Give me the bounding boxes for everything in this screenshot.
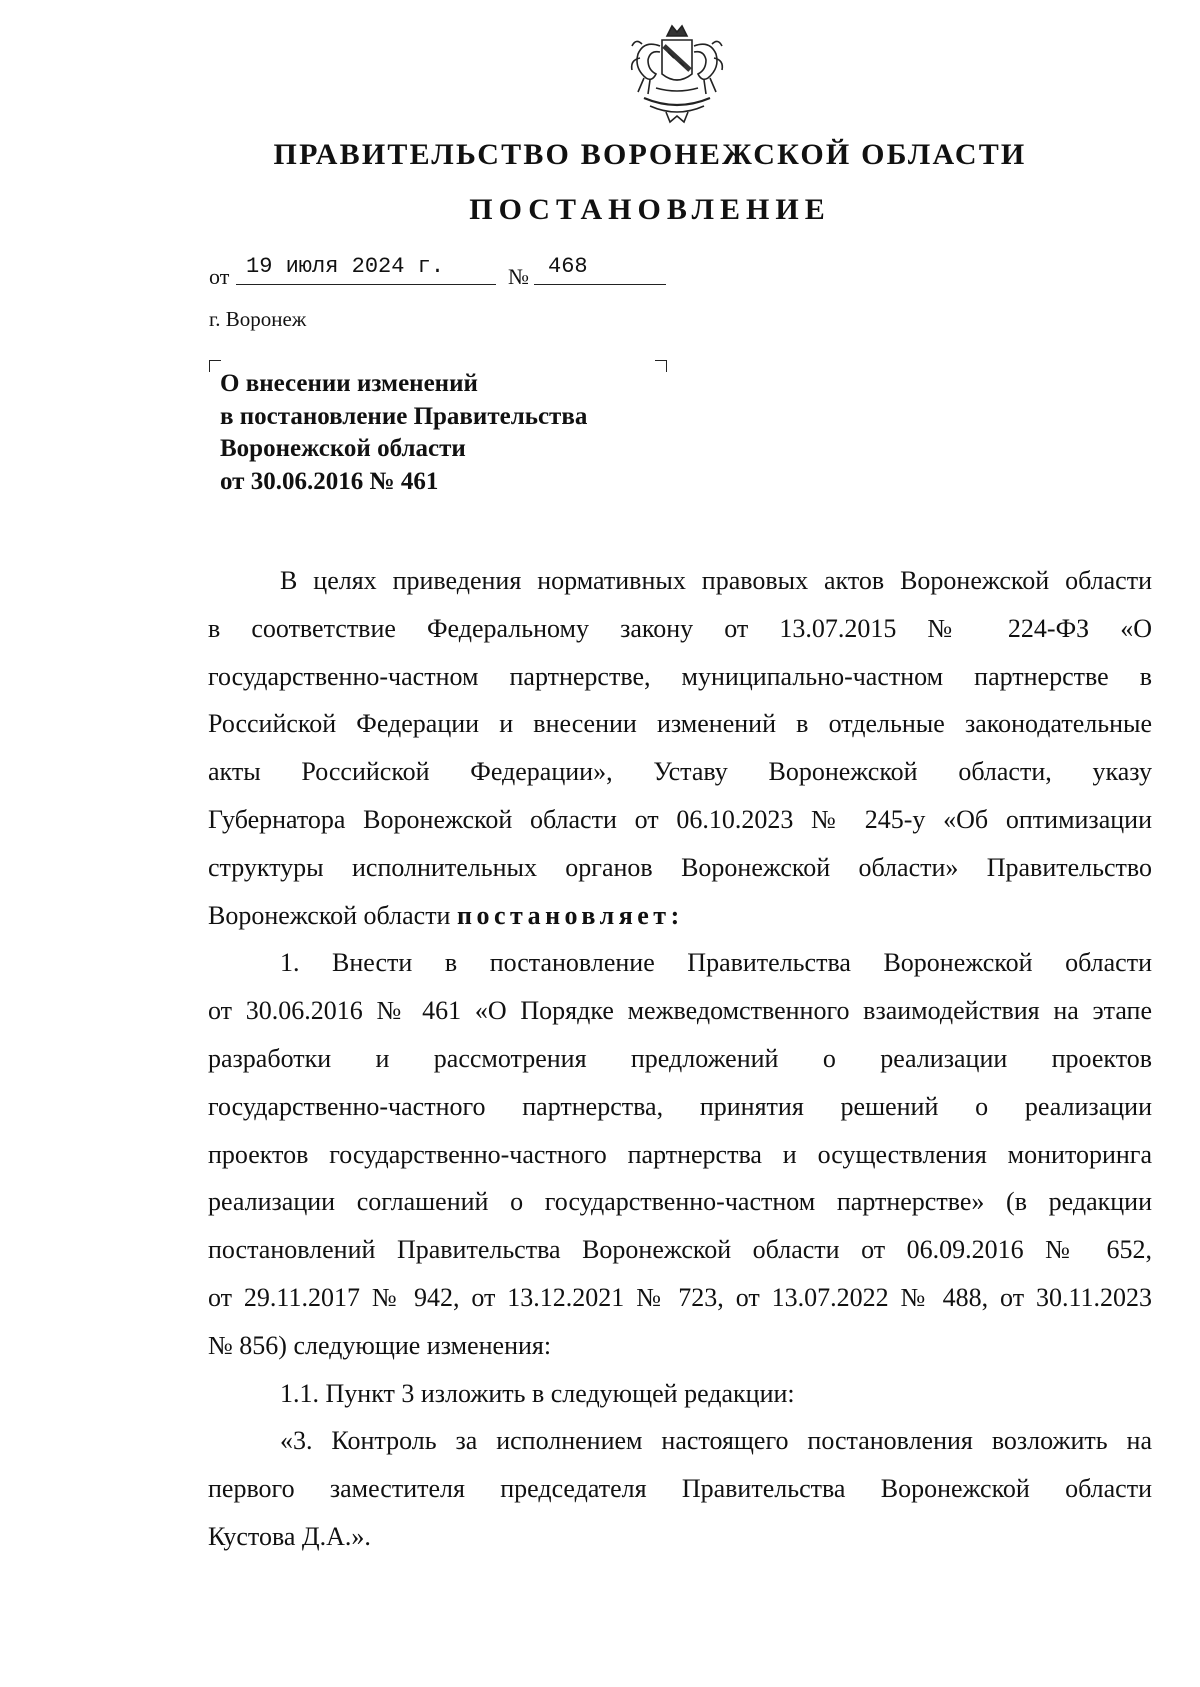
date-underline [236, 284, 496, 285]
subject-heading [220, 368, 680, 498]
quote-line: Кустова Д.А.». [208, 1521, 371, 1551]
number-underline [534, 284, 666, 285]
document-body [208, 557, 1152, 1561]
document-number: 468 [548, 254, 588, 279]
preamble-line: Российской Федерации и внесении изменений в отдельные законодательные [208, 709, 1152, 739]
item1-line: от 29.11.2017 № 942, от 13.12.2021 № 723, от 13.07.2022 № 488, от 30.11.2023 [208, 1282, 1152, 1312]
date-prefix: от [209, 264, 230, 289]
document-type: ПОСТАНОВЛЕНИЕ [469, 193, 831, 226]
preamble-line: В целях приведения нормативных правовых актов Воронежской области [280, 566, 1152, 595]
item1-line: 1. Внести в постановление Правительства Воронежской области [280, 948, 1152, 978]
item1-line: от 30.06.2016 № 461 «О Порядке межведомственного взаимодействия на этапе [208, 996, 1152, 1026]
subject-line: от 30.06.2016 № 461 [220, 467, 439, 495]
city: г. Воронеж [209, 307, 307, 331]
item1-1: 1.1. Пункт 3 изложить в следующей редакции: [280, 1378, 795, 1408]
preamble-last: Воронежской области [208, 900, 451, 930]
authority-title: ПРАВИТЕЛЬСТВО ВОРОНЕЖСКОЙ ОБЛАСТИ [273, 138, 1027, 171]
item1-line: постановлений Правительства Воронежской области от 06.09.2016 № 652, [208, 1235, 1152, 1265]
subject-line: Воронежской области [220, 435, 466, 462]
subject-line: О внесении изменений [220, 370, 478, 397]
resolves-word: постановляет: [456, 900, 684, 930]
quote-line: первого заместителя председателя Правительства Воронежской области [208, 1474, 1152, 1504]
subject-line: в постановление Правительства [220, 402, 588, 430]
preamble-line: структуры исполнительных органов Воронежской области» Правительство [208, 852, 1152, 882]
item1-line: реализации соглашений о государственно-частном партнерстве» (в редакции [208, 1187, 1152, 1217]
item1-line: № 856) следующие изменения: [208, 1330, 552, 1360]
preamble-last-line [208, 892, 1152, 940]
item1-line: разработки и рассмотрения предложений о реализации проектов [208, 1043, 1152, 1073]
preamble-line: Губернатора Воронежской области от 06.10.2023 № 245-у «Об оптимизации [208, 804, 1152, 834]
preamble-line: в соответствие Федеральному закону от 13.07.2015 № 224-ФЗ «О [208, 613, 1152, 643]
item1-line: проектов государственно-частного партнерства и осуществления мониторинга [208, 1139, 1152, 1169]
item1-line: государственно-частного партнерства, принятия решений о реализации [208, 1091, 1152, 1121]
quote-line: «3. Контроль за исполнением настоящего постановления возложить на [280, 1426, 1152, 1456]
preamble-line: акты Российской Федерации», Уставу Воронежской области, указу [208, 757, 1152, 787]
number-prefix: № [508, 264, 529, 289]
preamble-line: государственно-частном партнерстве, муниципально-частном партнерстве в [208, 661, 1152, 691]
document-date: 19 июля 2024 г. [246, 254, 445, 279]
coat-of-arms-icon [622, 22, 732, 126]
